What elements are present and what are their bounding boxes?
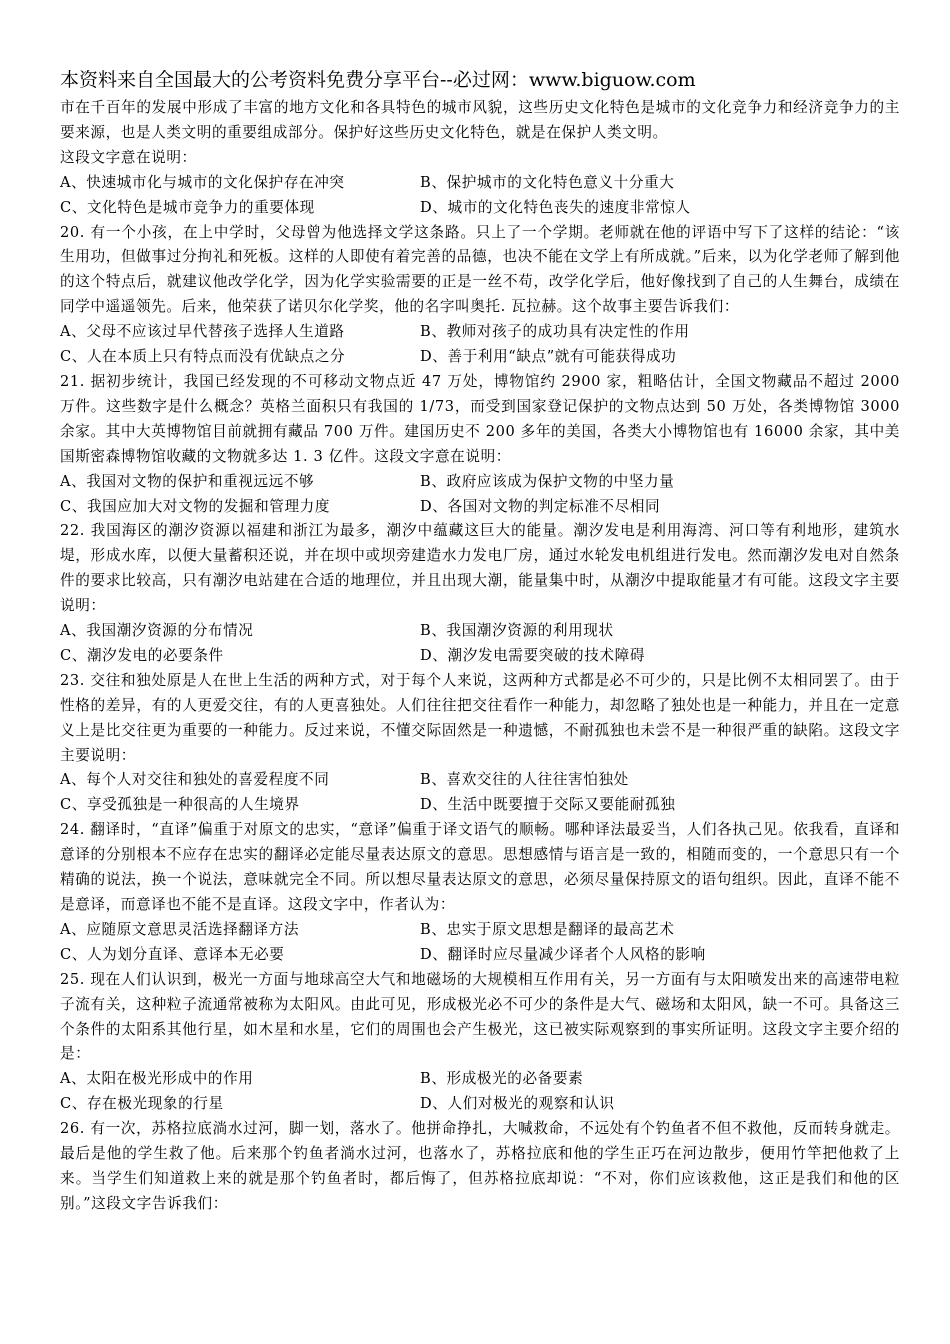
q22-options-row2 xyxy=(60,644,900,669)
q21-option-c: C、我国应加大对文物的发掘和管理力度 xyxy=(60,497,331,515)
q19-options-row2 xyxy=(60,196,900,221)
q22-option-a: A、我国潮汐资源的分布情况 xyxy=(60,622,254,640)
page-content xyxy=(60,66,900,1217)
q23-option-c: C、享受孤独是一种很高的人生境界 xyxy=(60,796,300,814)
q20-option-a: A、父母不应该过早代替孩子选择人生道路 xyxy=(60,323,345,341)
q22-option-b: B、我国潮汐资源的利用现状 xyxy=(420,622,614,640)
q20-option-b: B、教师对孩子的成功具有决定性的作用 xyxy=(420,323,690,341)
q25-options-row1 xyxy=(60,1067,900,1092)
q23-options-row2 xyxy=(60,793,900,818)
q24-options-row2 xyxy=(60,943,900,968)
q19-option-a: A、快速城市化与城市的文化保护存在冲突 xyxy=(60,173,345,191)
q24-options-row1 xyxy=(60,918,900,943)
q23-option-b: B、喜欢交往的人往往害怕独处 xyxy=(420,771,629,789)
q20-options-row2 xyxy=(60,345,900,370)
q25-text: 25. 现在人们认识到，极光一方面与地球高空大气和地磁场的大规模相互作用有关，另一方面有与太阳喷发出来的高速带电粒子流有关，这种粒子流通常被称为太阳风。由此可见，形成极光必不可少的条件是大气、磁场和太阳风，缺一不可。具备这三个条件的太阳系其他行星，如木星和水星，它们的周围也会产生极光，这已被实际观察到的事实所证明。这段文字主要介绍的是： xyxy=(60,970,900,1063)
q20-text: 20. 有一个小孩，在上中学时，父母曾为他选择文学这条路。只上了一个学期。老师就在他的评语中写下了这样的结论：“该生用功，但做事过分拘礼和死板。这样的人即使有着完善的品德，也决不能在文学上有所成就。”后来，以为化学老师了解到他的这个特点后，就建议他改学化学，因为化学实验需要的正是一丝不苟，改学化学后，他好像找到了自己的人生舞台，成绩在同学中遥遥领先。后来，他荣获了诺贝尔化学奖，他的名字叫奥托. 瓦拉赫。这个故事主要告诉我们： xyxy=(60,223,900,316)
q19-options-row1 xyxy=(60,171,900,196)
q19-option-b: B、保护城市的文化特色意义十分重大 xyxy=(420,173,675,191)
q24-option-a: A、应随原文意思灵活选择翻译方法 xyxy=(60,920,300,938)
q19-text: 市在千百年的发展中形成了丰富的地方文化和各具特色的城市风貌，这些历史文化特色是城市的文化竞争力和经济竞争力的主要来源，也是人类文明的重要组成部分。保护好这些历史文化特色，就是在保护人类文明。 xyxy=(60,99,900,141)
q25-option-b: B、形成极光的必备要素 xyxy=(420,1070,584,1088)
q21-option-b: B、政府应该成为保护文物的中坚力量 xyxy=(420,472,675,490)
q21-options-row1 xyxy=(60,470,900,495)
q26-text: 26. 有一次，苏格拉底淌水过河，脚一划，落水了。他拼命挣扎，大喊救命，不远处有个钓鱼者不但不救他，反而转身就走。最后是他的学生救了他。后来那个钓鱼者淌水过河，也落水了，苏格拉底和他的学生正巧在河边散步，便用竹竿把他救了上来。当学生们知道救上来的就是那个钓鱼者时，都后悔了，但苏格拉底却说：“不对，你们应该救他，这正是我们和他的区别。”这段文字告诉我们： xyxy=(60,1120,900,1212)
q20-option-c: C、人在本质上只有特点而没有优缺点之分 xyxy=(60,348,346,366)
q22-options-row1 xyxy=(60,619,900,644)
q22-option-d: D、潮汐发电需要突破的技术障碍 xyxy=(420,646,646,664)
q21-option-d: D、各国对文物的判定标准不尽相同 xyxy=(420,497,661,515)
q21-text: 21. 据初步统计，我国已经发现的不可移动文物点近 47 万处，博物馆约 2900 家，粗略估计，全国文物藏品不超过 2000 万件。这些数字是什么概念？英格兰面积只有我国的 1/73，而受到国家登记保护的文物点达到 50 万处，各类博物馆 3000 余家。其中大英博物馆目前就拥有藏品 700 万件。建国历史不 200 多年的美国，各类大小博物馆也有 16000 余家，其中美国斯密森博物馆收藏的文物就多达 1. 3 亿件。这段文字意在说明： xyxy=(60,372,900,465)
q23-text: 23. 交往和独处原是人在世上生活的两种方式，对于每个人来说，这两种方式都是必不可少的，只是比例不太相同罢了。由于性格的差异，有的人更爱交往，有的人更喜独处。人们往往把交往看作一种能力，却忽略了独处也是一种能力，并且在一定意义上是比交往更为重要的一种能力。反过来说，不懂交际固然是一种遗憾，不耐孤独也未尝不是一种很严重的缺陷。这段文字主要说明： xyxy=(60,671,900,764)
q23-option-d: D、生活中既要擅于交际又要能耐孤独 xyxy=(420,796,676,814)
q19-option-c: C、文化特色是城市竞争力的重要体现 xyxy=(60,198,315,216)
q24-option-b: B、忠实于原文思想是翻译的最高艺术 xyxy=(420,920,675,938)
q22-text: 22. 我国海区的潮汐资源以福建和浙江为最多，潮汐中蕴藏这巨大的能量。潮汐发电是利用海湾、河口等有利地形，建筑水堤，形成水库，以便大量蓄积还说，并在坝中或坝旁建造水力发电厂房，通过水轮发电机组进行发电。然而潮汐发电对自然条件的要求比较高，只有潮汐电站建在合适的地理位，并且出现大潮，能量集中时，从潮汐中提取能量才有可能。这段文字主要说明： xyxy=(60,522,900,615)
source-header: 本资料来自全国最大的公考资料免费分享平台--必过网：www.biguow.com xyxy=(60,69,696,91)
q21-option-a: A、我国对文物的保护和重视远远不够 xyxy=(60,472,315,490)
q20-options-row1 xyxy=(60,320,900,345)
q25-option-d: D、人们对极光的观察和认识 xyxy=(420,1095,615,1113)
q23-option-a: A、每个人对交往和独处的喜爱程度不同 xyxy=(60,771,330,789)
q22-option-c: C、潮汐发电的必要条件 xyxy=(60,646,224,664)
q25-option-a: A、太阳在极光形成中的作用 xyxy=(60,1070,254,1088)
q20-option-d: D、善于利用“缺点”就有可能获得成功 xyxy=(420,348,677,366)
q24-text: 24. 翻译时，“直译”偏重于对原文的忠实，“意译”偏重于译文语气的顺畅。哪种译法最妥当，人们各执己见。依我看，直译和意译的分别根本不应存在忠实的翻译必定能尽量表达原文的意思。思想感情与语言是一致的，相随而变的，一个意思只有一个精确的说法，换一个说法，意味就完全不同。所以想尽量表达原文的意思，必须尽量保持原文的语句组织。因此，直译不能不是意译，而意译也不能不是直译。这段文字中，作者认为： xyxy=(60,821,900,913)
q19-prompt: 这段文字意在说明： xyxy=(60,148,197,166)
q23-options-row1 xyxy=(60,768,900,793)
q19-option-d: D、城市的文化特色丧失的速度非常惊人 xyxy=(420,198,691,216)
q24-option-c: C、人为划分直译、意译本无必要 xyxy=(60,945,285,963)
q21-options-row2 xyxy=(60,495,900,520)
q25-option-c: C、存在极光现象的行星 xyxy=(60,1095,224,1113)
q25-options-row2 xyxy=(60,1092,900,1117)
q24-option-d: D、翻译时应尽量减少译者个人风格的影响 xyxy=(420,945,706,963)
